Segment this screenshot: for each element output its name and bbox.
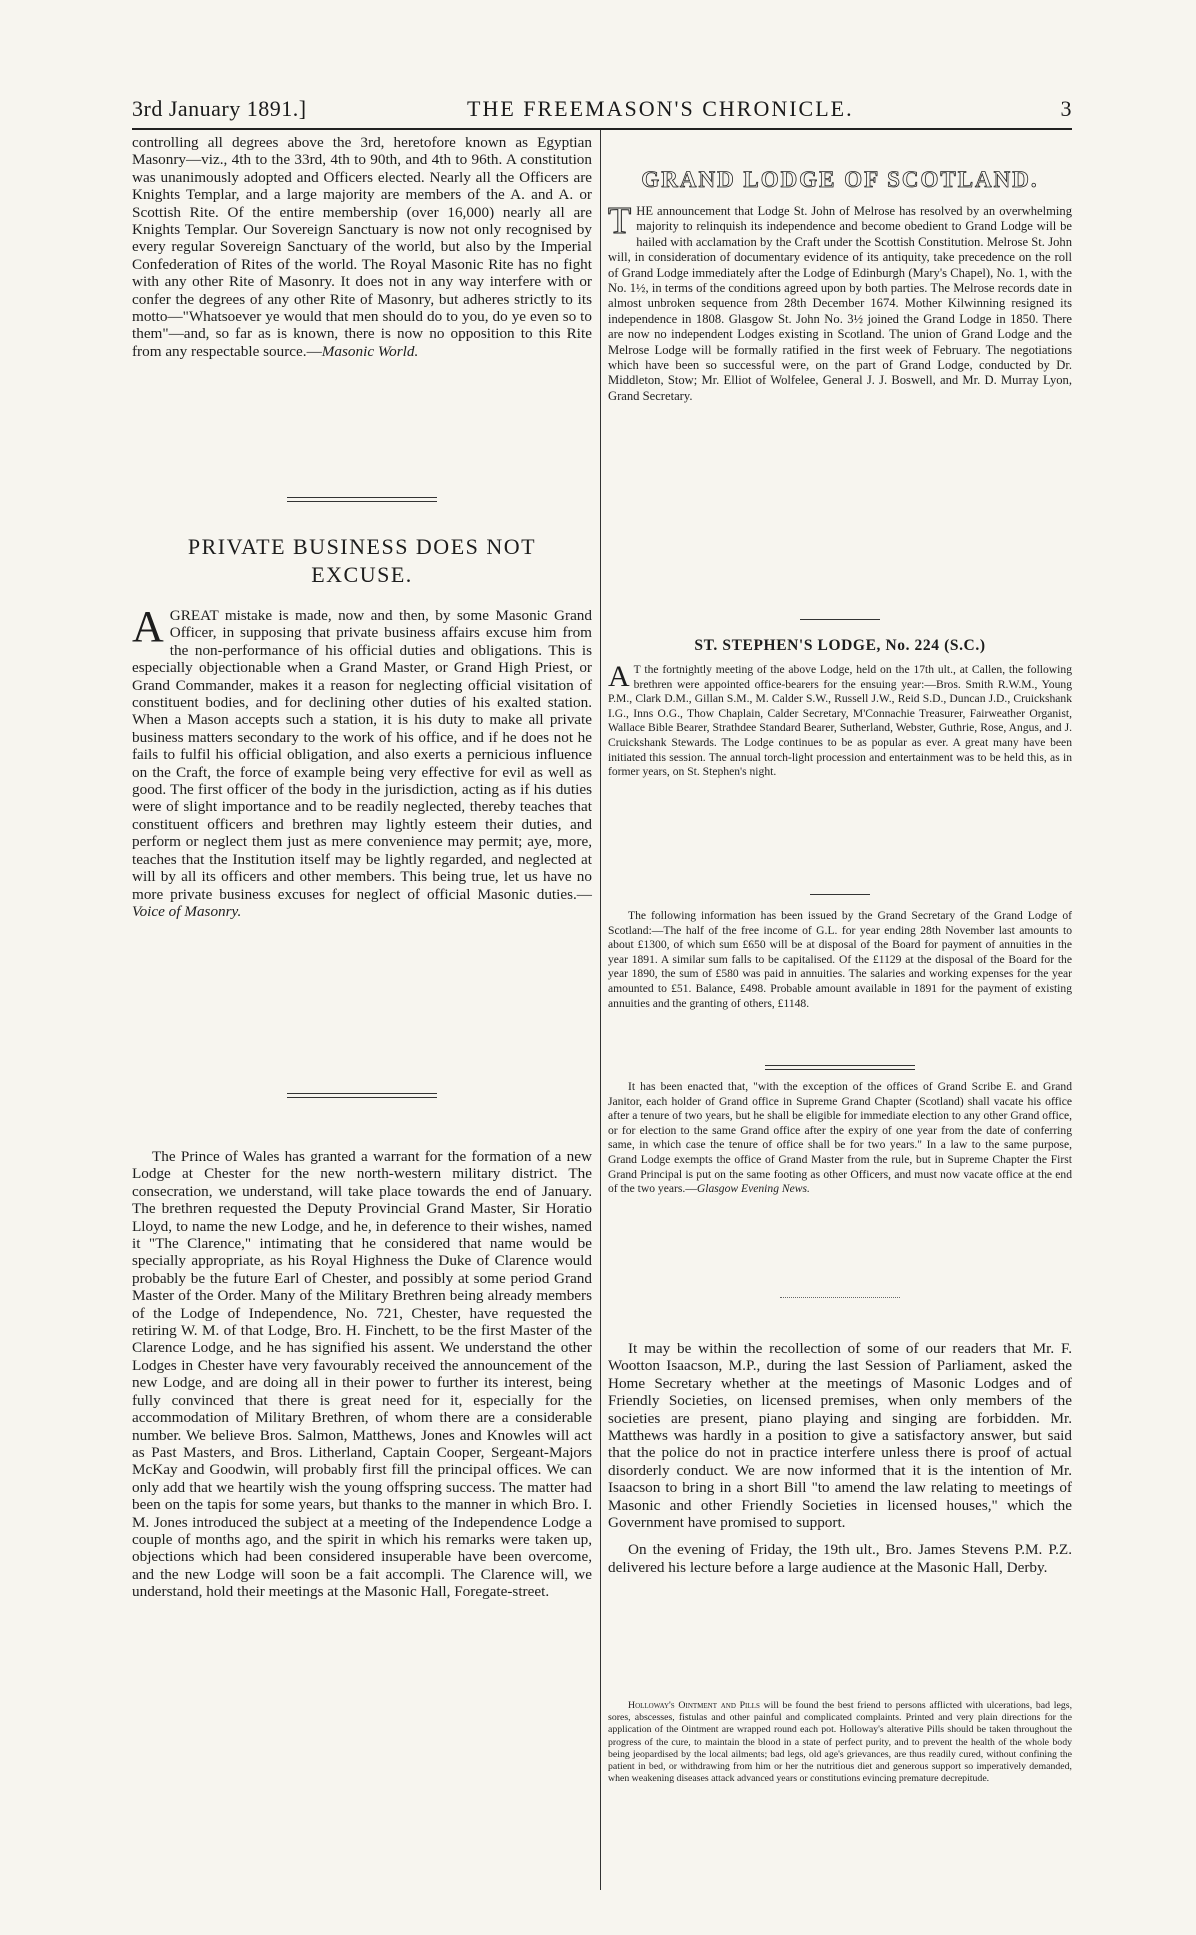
right-rule-4-wrap bbox=[608, 1297, 1072, 1298]
page-number: 3 bbox=[1060, 96, 1072, 121]
holloway-advert-lead: Holloway's Ointment and Pills bbox=[628, 1700, 760, 1711]
private-business-body bbox=[132, 602, 592, 920]
private-business-title-line2: EXCUSE. bbox=[311, 562, 413, 587]
left-rule-2-wrap bbox=[132, 1093, 592, 1098]
grand-lodge-scotland-title: GRAND LODGE OF SCOTLAND. bbox=[641, 167, 1039, 192]
supreme-chapter-text: It has been enacted that, "with the exception of the offices of Grand Scribe E. and Grand Janitor, each holder of Grand office in Supreme Grand Chapter (Scotland) shall vacate his office after a tenure of two years, but he shall be eligible for immediate election to any other Grand office, or for election to the same Grand office after the expiry of one year from the date of conferring same, in which case the tenure of office shall be for two years." In a law to the same purpose, Grand Lodge exempts the office of Grand Master from the rule, but in Supreme Chapter the First Grand Principal is put on the same footing as other Officers, and must now vacate office at the end of the two years.— bbox=[608, 1080, 1072, 1196]
supreme-chapter-body bbox=[608, 1080, 1072, 1197]
grand-secretary-text: The following information has been issued by the Grand Secretary of the Grand Lodge of Scotland:—The half of the free income of G.L. for year ending 28th November last amounts to about £1300, of which sum £650 will be at disposal of the Board for payment of annuities in the year 1891. A similar sum falls to be capitalised. Of the £1129 at the disposal of the Board for the year 1890, the sum of £580 was paid in annuities. The salaries and working expenses for the year amounted to £51. Balance, £498. Probable amount available in 1891 for the payment of existing annuities and the granting of others, £1148. bbox=[608, 909, 1072, 1010]
section-rule bbox=[810, 894, 870, 895]
holloway-advert bbox=[608, 1700, 1072, 1785]
private-business-source: Voice of Masonry. bbox=[132, 902, 242, 920]
masthead: THE FREEMASON'S CHRONICLE. bbox=[467, 96, 854, 121]
private-business-dropcap: A bbox=[132, 602, 164, 651]
section-rule bbox=[287, 497, 437, 502]
st-stephens-dropcap: A bbox=[608, 660, 630, 693]
holloway-advert-body bbox=[608, 1700, 1072, 1785]
right-rule-1-wrap bbox=[608, 619, 1072, 620]
st-stephens-body bbox=[608, 660, 1072, 780]
left-column bbox=[132, 134, 592, 360]
left-rule-1-wrap bbox=[132, 497, 592, 502]
section-rule bbox=[287, 1093, 437, 1098]
egyptian-masonry-text: controlling all degrees above the 3rd, heretofore known as Egyptian Masonry—viz., 4th to the 33rd, 4th to 90th, and 4th to 96th. A constitution was unanimously adopted and Officers elected. Nearly all the Officers are Knights Templar, and a large majority are members of the A. and A. or Scottish Rite. Of the entire membership (over 16,000) nearly all are Knights Templar. Our Sovereign Sanctuary is now not only recognised by every regular Sovereign Sanctuary of the world, but also by the Imperial Confederation of Rites of the world. The Royal Masonic Rite has no fight with any other Rite of Masonry. It does not in any way interfere with or confer the degrees of any other Rite of Masonry, but adheres strictly to its motto—"Whatsoever ye would that men should do to you, do ye even so to them"—and, so far as is known, there is now no opposition to this Rite from any respectable source.— bbox=[132, 134, 592, 360]
grand-lodge-scotland-dropcap: T bbox=[608, 200, 632, 242]
header-rule bbox=[132, 128, 1072, 130]
supreme-chapter-notice bbox=[608, 1080, 1072, 1197]
grand-lodge-scotland-body bbox=[608, 200, 1072, 404]
prince-of-wales-article bbox=[132, 1148, 592, 1601]
column-divider bbox=[600, 130, 601, 1890]
private-business-article bbox=[132, 533, 592, 920]
private-business-title-line1: PRIVATE BUSINESS DOES NOT bbox=[187, 534, 537, 559]
grand-lodge-scotland-article bbox=[608, 166, 1072, 404]
supreme-chapter-source: Glasgow Evening News. bbox=[696, 1182, 810, 1196]
private-business-text: GREAT mistake is made, now and then, by some Masonic Grand Officer, in supposing that private business affairs excuse him from the non-performance of his official duties and obligations. This is especially objectionable when a Grand Master, or Grand High Priest, or Grand Commander, makes it a reason for neglecting official visitation of constituent bodies, and for declining other duties of his exalted station. When a Mason accepts such a station, it is his duty to make all private business matters secondary to the work of his office, and if he does not he fails to fulfil his official obligation, and also exerts a pernicious influence on the Craft, the force of example being very effective for evil as well as good. The first officer of the body in the jurisdiction, acting as if his duties were of slight importance and to be readily neglected, thereby teaches that constituent officers and brethren may lightly esteem their duties, and perform or neglect them just as mere convenience may permit; aye, more, teaches that the Institution itself may be lightly regarded, and neglected at will by all its officers and other members. This being true, let us have no more private business excuses for neglect of official Masonic duties.— bbox=[132, 607, 592, 903]
page-header bbox=[132, 96, 1072, 130]
grand-secretary-notice bbox=[608, 909, 1072, 1011]
isaacson-paragraph: It may be within the recollection of some of our readers that Mr. F. Wootton Isaacson, M.P., during the last Session of Parliament, asked the Home Secretary whether at the meetings of Masonic Lodges and of Friendly Societies, on licensed premises, when only members of the societies are present, piano playing and singing are forbidden. Mr. Matthews was hardly in a position to give a satisfactory answer, but said that the police do not in practice interfere unless there is proof of actual disorderly conduct. We are now informed that it is the intention of Mr. Isaacson to bring in a short Bill "to amend the law relating to meetings of Masonic and other Friendly Societies in licensed houses," which the Government have promised to support. bbox=[608, 1340, 1072, 1532]
prince-of-wales-paragraph: The Prince of Wales has granted a warrant for the formation of a new Lodge at Chester for the new north-western military district. The consecration, we understand, will take place towards the end of January. The brethren requested the Deputy Provincial Grand Master, Sir Horatio Lloyd, to name the new Lodge, and he, in deference to their wishes, named it "The Clarence," intimating that he considered that name would be specially appropriate, as his Royal Highness the Duke of Clarence would probably be the future Earl of Chester, and possibly at some period Grand Master of the Order. Many of the Military Brethren being already members of the Lodge of Independence, No. 721, Chester, have requested the retiring W. M. of that Lodge, Bro. H. Finchett, to be the first Master of the Clarence Lodge, and he has signified his assent. We understand the other Lodges in Chester have very favourably received the announcement of the new Lodge, and are doing all in their power to further its interest, being fully convinced that there is great need for it, especially for the accommodation of Military Brethren, of whom there are a considerable number. We believe Bros. Salmon, Matthews, Jones and Knowles will act as Past Masters, and Bros. Litherland, Captain Cooper, Sergeant-Majors McKay and Goodwin, will probably first fill the principal offices. We can only add that we heartily wish the young offspring success. The matter had been on the tapis for some years, but thanks to the manner in which Bro. I. M. Jones introduced the subject at a meeting of the Independence Lodge a couple of months ago, and the spirit in which his remarks were taken up, objections which had been considered insuperable have been overcome, and the new Lodge will soon be a fait accompli. The Clarence will, we understand, hold their meetings at the Masonic Hall, Foregate-street. bbox=[132, 1148, 592, 1601]
st-stephens-article bbox=[608, 637, 1072, 780]
st-stephens-text: T the fortnightly meeting of the above Lodge, held on the 17th ult., at Callen, the following brethren were appointed office-bearers for the ensuing year:—Bros. Smith R.W.M., Young P.M., Clark D.M., Gillan S.M., M. Calder S.W., Russell J.W., Reid S.D., Duncan J.D., Cruickshank I.G., Inns O.G., Thow Chaplain, Calder Secretary, M'Connachie Treasurer, Fairweather Organist, Wallace Bible Bearer, Strathdee Standard Bearer, Sutherland, Webster, Guthrie, Rose, Angus, and J. Cruickshank Stewards. The Lodge continues to be as popular as ever. A great many have been initiated this session. The annual torch-light procession and entertainment was to be held this, as in former years, on St. Stephen's night. bbox=[608, 663, 1072, 779]
stevens-lecture-paragraph: On the evening of Friday, the 19th ult., Bro. James Stevens P.M. P.Z. delivered his lecture before a large audience at the Masonic Hall, Derby. bbox=[608, 1541, 1072, 1576]
section-rule bbox=[800, 619, 880, 620]
right-rule-3-wrap bbox=[608, 1065, 1072, 1070]
holloway-advert-text: will be found the best friend to persons afflicted with ulcerations, bad legs, sores, abscesses, fistulas and other painful and complicated complaints. Printed and very plain directions for the application of the Ointment are wrapped round each pot. Holloway's alterative Pills should be taken throughout the progress of the cure, to maintain the blood in a state of perfect purity, and to prevent the health of the whole body being jeopardised by the local ailments; bad legs, old age's grievances, are thus readily cured, without confining the patient in bed, or withdrawing from him or her the nutritious diet and generous support so imperatively demanded, when weakening diseases attack advanced years or constitutions evincing premature decrepitude. bbox=[608, 1700, 1073, 1785]
grand-lodge-scotland-text: HE announcement that Lodge St. John of Melrose has resolved by an overwhelming majority to relinquish its independence and become obedient to Grand Lodge will be hailed with acclamation by the Craft under the Scottish Constitution. Melrose St. John will, in consideration of documentary evidence of its antiquity, take precedence on the roll of Grand Lodge immediately after the Lodge of Edinburgh (Mary's Chapel), No. 1, with the No. 1½, in terms of the conditions agreed upon by both parties. The Melrose records date in almost unbroken sequence from 28th December 1674. Mother Kilwinning resigned its independence in 1808. Glasgow St. John No. 3½ joined the Grand Lodge in 1850. There are now no independent Lodges existing in Scotland. The union of Grand Lodge and the Melrose Lodge will be formally ratified in the first week of February. The negotiations which have been so successful were, on the part of Grand Lodge, conducted by Dr. Middleton, Stow; Mr. Elliot of Wolfelee, General J. J. Boswell, and Mr. D. Murray Lyon, Grand Secretary. bbox=[608, 204, 1072, 403]
isaacson-article bbox=[608, 1340, 1072, 1576]
section-rule bbox=[765, 1065, 915, 1070]
issue-date: 3rd January 1891.] bbox=[132, 96, 307, 121]
section-rule bbox=[780, 1297, 900, 1298]
st-stephens-title: ST. STEPHEN'S LODGE, No. 224 (S.C.) bbox=[694, 637, 986, 654]
egyptian-masonry-source: Masonic World. bbox=[321, 342, 419, 360]
egyptian-masonry-paragraph bbox=[132, 134, 592, 360]
right-rule-2-wrap bbox=[608, 894, 1072, 895]
